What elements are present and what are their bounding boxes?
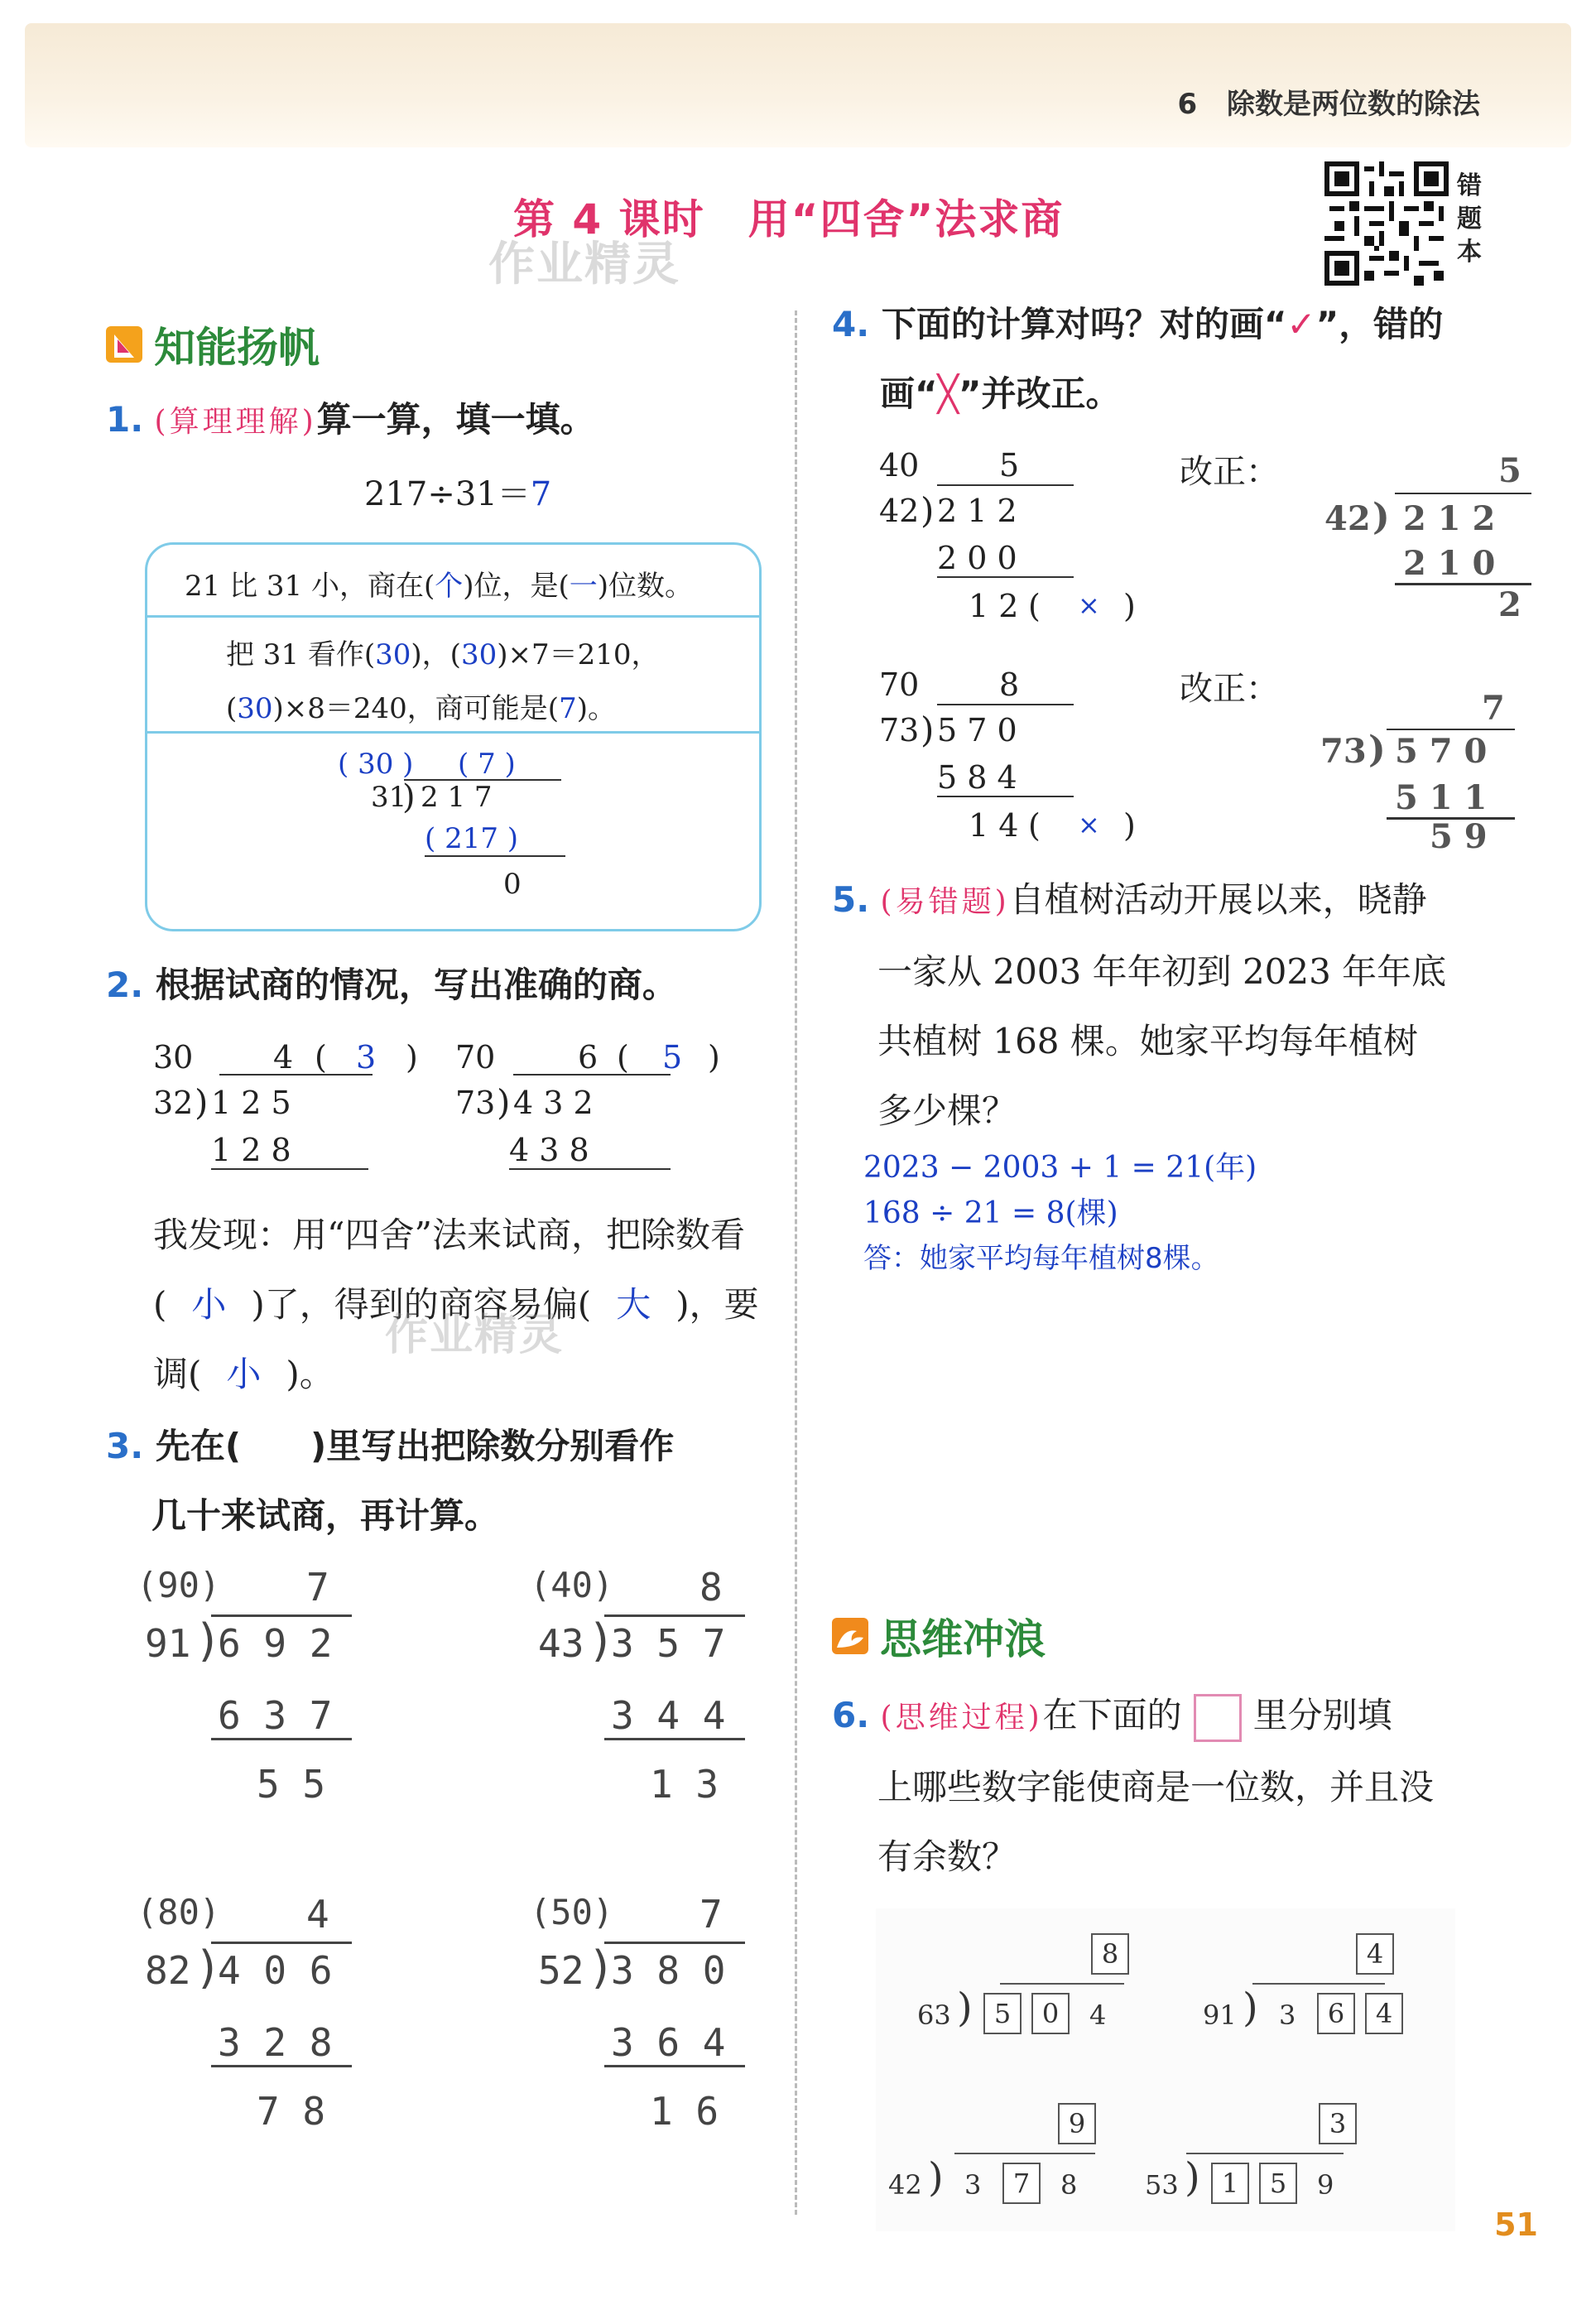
- text: 调(: [153, 1354, 202, 1394]
- divisor: 82: [145, 1948, 191, 1993]
- correction-label: 改正：: [1180, 670, 1279, 708]
- remainder: 5 9: [1430, 817, 1488, 856]
- q6-tag: (思维过程): [880, 1701, 1043, 1735]
- digit: 9: [1317, 2169, 1334, 2201]
- quotient: 7: [1482, 689, 1505, 728]
- vinculum: [1387, 729, 1515, 730]
- divisor: 52: [538, 1948, 584, 1993]
- division-bracket: ): [588, 1614, 615, 1667]
- correction-label: 改正：: [1180, 453, 1279, 491]
- dividend: 4 0 6: [218, 1948, 333, 1993]
- q5-tag: (易错题): [880, 885, 1010, 919]
- text: )位数。: [597, 570, 694, 603]
- quotient: 4: [306, 1892, 329, 1937]
- guess: (90): [137, 1565, 221, 1605]
- vinculum: [1395, 493, 1531, 494]
- divisor: 42: [1324, 499, 1371, 538]
- digit-box[interactable]: 5: [983, 1993, 1022, 2034]
- quotient-box[interactable]: 8: [1091, 1933, 1129, 1975]
- vinculum: [604, 1942, 745, 1944]
- question-number: 3.: [106, 1426, 144, 1466]
- section-title: 思维冲浪: [880, 1615, 1046, 1663]
- q6-puzzle: [917, 1933, 1174, 2057]
- q4-text: 下面的计算对吗？对的画“: [881, 304, 1287, 344]
- remainder: 0: [503, 868, 522, 901]
- answer-mark: ×: [1078, 809, 1100, 840]
- remainder: 1 2: [969, 588, 1019, 624]
- quotient-box[interactable]: 4: [1356, 1933, 1394, 1975]
- digit-box[interactable]: 0: [1031, 1993, 1070, 2034]
- remainder: 2: [1498, 585, 1521, 624]
- dividend: 4 3 2: [513, 1085, 594, 1121]
- answer-mark: ×: [1078, 589, 1100, 621]
- answer: 小: [191, 1284, 227, 1325]
- quotient-box[interactable]: 9: [1058, 2103, 1096, 2144]
- question-number: 2.: [106, 965, 144, 1005]
- q4-division-b: [879, 666, 1177, 849]
- guess: 40: [879, 447, 920, 484]
- equation-answer: 7: [530, 475, 552, 513]
- q5-answer: [863, 1145, 1257, 1282]
- division-bracket: ): [957, 1985, 973, 2031]
- quotient: 7: [699, 1892, 723, 1937]
- q3-division: [137, 1565, 352, 1838]
- digit: 3: [964, 2169, 982, 2201]
- unit-header: [1177, 81, 1480, 122]
- qr-code-icon[interactable]: [1324, 161, 1449, 286]
- product: 3 2 8: [211, 2020, 352, 2067]
- quotient: 4: [273, 1039, 294, 1076]
- remainder: 1 4: [969, 807, 1019, 844]
- vinculum: [954, 2153, 1095, 2154]
- remainder: 1 6: [650, 2089, 719, 2134]
- question-number: 1.: [106, 399, 144, 440]
- paren-open: (: [617, 1039, 629, 1076]
- text: )×7＝210，: [497, 638, 660, 671]
- division-bracket: ): [588, 1942, 615, 1994]
- cross-icon: ╳: [937, 373, 959, 414]
- sail-icon: [106, 326, 142, 363]
- division-bracket: ): [402, 778, 416, 816]
- product: ( 217 ): [425, 822, 565, 857]
- vinculum: [937, 704, 1074, 705]
- q4-fix-b: [1320, 689, 1527, 871]
- q6-puzzle: [888, 2103, 1145, 2227]
- answer: 小: [226, 1354, 262, 1394]
- q2-division-b: [455, 1039, 753, 1180]
- text: )，要: [675, 1284, 759, 1325]
- answer: 个: [435, 570, 464, 603]
- q5-text: 多少棵？: [877, 1090, 1017, 1131]
- answer: 一: [569, 570, 598, 603]
- divisor: 31: [371, 781, 407, 814]
- section-header-siwei: [832, 1606, 1046, 1666]
- text: )位，是(: [463, 570, 570, 603]
- q4-text: ”并改正。: [958, 373, 1121, 414]
- q5-prompt: [832, 865, 1446, 1146]
- quotient: 8: [699, 1565, 723, 1610]
- division-bracket: ): [497, 1082, 511, 1123]
- answer-line: 2023 − 2003 + 1 = 21(年): [863, 1151, 1257, 1185]
- divisor: 63: [917, 1999, 951, 2031]
- qr-label: [1457, 170, 1485, 269]
- paren-open: (: [1028, 807, 1041, 844]
- qr-label-char: 本: [1457, 238, 1482, 267]
- digit-box[interactable]: 1: [1211, 2163, 1249, 2204]
- guess: (80): [137, 1892, 221, 1932]
- q2-text: 根据试商的情况，写出准确的商。: [155, 965, 677, 1005]
- division-bracket: ): [928, 2154, 944, 2201]
- division-bracket: ): [1185, 2154, 1200, 2201]
- divisor: 32: [153, 1085, 194, 1121]
- check-icon: ✓: [1286, 304, 1316, 344]
- qr-label-char: 题: [1457, 205, 1482, 233]
- answer-line: 168 ÷ 21 = 8(棵): [863, 1196, 1118, 1230]
- lesson-title: 第 4 课时 用“四舍”法求商: [513, 195, 1065, 243]
- paren-open: (: [1028, 588, 1041, 624]
- product: 6 3 7: [211, 1693, 352, 1740]
- q3-prompt: [106, 1412, 674, 1551]
- guess: ( 30 ): [338, 748, 414, 781]
- vinculum: [211, 1942, 352, 1944]
- quotient-box[interactable]: 3: [1319, 2103, 1357, 2144]
- answer: 3: [356, 1039, 377, 1076]
- q6-text: 在下面的: [1042, 1695, 1182, 1735]
- equation-text: 217÷31＝: [364, 475, 531, 513]
- quotient: 7: [306, 1565, 329, 1610]
- dividend: 2 1 2: [1403, 499, 1496, 538]
- guess: 70: [879, 666, 920, 703]
- paren-close: ): [406, 1039, 418, 1076]
- remainder: 7 8: [257, 2089, 326, 2134]
- division-bracket: ): [1372, 496, 1390, 538]
- q6-puzzle: [1203, 1933, 1459, 2057]
- page-number: 51: [1494, 2206, 1538, 2243]
- finding-line: 我发现：用“四舍”法来试商，把除数看: [153, 1215, 745, 1255]
- dividend: 5 7 0: [937, 712, 1017, 748]
- q1-text: 算一算，填一填。: [316, 399, 595, 440]
- guess: 70: [455, 1039, 496, 1076]
- q6-puzzles: [876, 1908, 1455, 2231]
- text: )，(: [411, 638, 461, 671]
- dividend: 1 2 5: [211, 1085, 291, 1121]
- divisor: 91: [145, 1621, 191, 1666]
- product: 5 1 1: [1387, 778, 1515, 820]
- q1-box: [145, 542, 762, 931]
- guess: (50): [530, 1892, 614, 1932]
- product: 5 8 4: [937, 759, 1074, 797]
- remainder: 5 5: [257, 1762, 326, 1807]
- quotient: 8: [999, 666, 1020, 703]
- dividend: 6 9 2: [218, 1621, 333, 1666]
- divisor: 53: [1145, 2169, 1179, 2201]
- vinculum: [211, 1614, 352, 1617]
- dividend: 3 8 0: [611, 1948, 726, 1993]
- text: )。: [576, 692, 616, 725]
- answer: 大: [616, 1284, 651, 1325]
- vinculum: [219, 1074, 373, 1076]
- section-title: 知能扬帆: [154, 324, 320, 372]
- division-bracket: ): [195, 1942, 222, 1994]
- paren-close: ): [708, 1039, 720, 1076]
- divisor: 73: [455, 1085, 496, 1121]
- q6-text: 里分别填: [1252, 1695, 1392, 1735]
- box-separator: [147, 731, 759, 734]
- divisor: 42: [879, 493, 920, 529]
- dividend: 2 1 2: [937, 493, 1017, 529]
- product: 3 4 4: [604, 1693, 745, 1740]
- q3-division: [137, 1892, 352, 2165]
- product: 2 1 0: [1395, 544, 1531, 585]
- watermark: 作业精灵: [488, 238, 680, 291]
- paren-close: ): [1123, 588, 1136, 624]
- q1-tag: (算理理解): [154, 405, 317, 439]
- text: (: [153, 1284, 167, 1325]
- q1-equation: [364, 468, 551, 515]
- product: 2 0 0: [937, 540, 1074, 578]
- q1-row2: [226, 632, 660, 672]
- divisor: 73: [879, 712, 920, 748]
- product: 3 6 4: [604, 2020, 745, 2067]
- divisor: 91: [1203, 1999, 1237, 2031]
- answer: 7: [559, 692, 577, 725]
- digit: 4: [1089, 1999, 1107, 2031]
- divisor: 43: [538, 1621, 584, 1666]
- text: )了，得到的商容易偏(: [251, 1284, 592, 1325]
- watermark: 作业精灵: [385, 1311, 565, 1360]
- dividend: 3 5 7: [611, 1621, 726, 1666]
- q3-division: [530, 1892, 745, 2165]
- column-divider: [795, 310, 797, 2215]
- q5-text: 一家从 2003 年年初到 2023 年年底: [877, 951, 1447, 992]
- q3-division: [530, 1565, 745, 1838]
- quotient: 6: [578, 1039, 598, 1076]
- q2-prompt: [106, 950, 677, 1020]
- vinculum: [1000, 1983, 1124, 1985]
- text: (: [226, 692, 238, 725]
- dividend: 5 7 0: [1395, 732, 1488, 771]
- q1-row3: [226, 686, 616, 726]
- answer: 30: [375, 638, 411, 671]
- digit-box[interactable]: 5: [1259, 2163, 1297, 2204]
- q6-puzzle: [1145, 2103, 1401, 2227]
- division-bracket: ): [195, 1082, 209, 1123]
- answer: 30: [460, 638, 498, 671]
- q1-row1: [185, 563, 693, 604]
- answer: 30: [237, 692, 273, 725]
- unit-title: 除数是两位数的除法: [1227, 88, 1480, 121]
- qr-label-char: 错: [1457, 171, 1482, 200]
- digit: 8: [1060, 2169, 1078, 2201]
- digit-box[interactable]: 4: [1365, 1993, 1403, 2034]
- text: )×8＝240，商可能是(: [272, 692, 560, 725]
- quotient: 5: [999, 447, 1020, 484]
- paren-open: (: [315, 1039, 327, 1076]
- dividend: 2 1 7: [404, 779, 561, 814]
- section-header-zhineng: [106, 315, 320, 374]
- q6-text: 上哪些数字能使商是一位数，并且没: [877, 1767, 1435, 1807]
- guess: 30: [153, 1039, 194, 1076]
- text: 把 31 看作(: [226, 638, 376, 671]
- q4-fix-a: [1324, 451, 1531, 633]
- quotient: 5: [1498, 451, 1521, 490]
- q4-text: ”，错的: [1315, 304, 1444, 344]
- q4-text: 画“: [880, 373, 938, 414]
- q4-prompt: [832, 290, 1443, 429]
- text: 21 比 31 小，商在(: [185, 570, 435, 603]
- q1-prompt: [106, 385, 595, 457]
- division-bracket: ): [1243, 1985, 1258, 2031]
- digit-box[interactable]: 6: [1317, 1993, 1355, 2034]
- q3-text: 先在( )里写出把除数分别看作: [155, 1426, 675, 1466]
- product: 1 2 8: [211, 1132, 368, 1170]
- q4-division-a: [879, 447, 1177, 629]
- digit-box[interactable]: 7: [1002, 2163, 1041, 2204]
- q3-text: 几十来试商，再计算。: [151, 1495, 500, 1536]
- question-number: 4.: [832, 304, 870, 344]
- digit: 3: [1279, 1999, 1296, 2031]
- division-bracket: ): [1368, 729, 1386, 771]
- quotient: ( 7 ): [458, 748, 516, 781]
- q2-division-a: [153, 1039, 435, 1180]
- wave-icon: [832, 1618, 868, 1654]
- question-number: 5.: [832, 879, 870, 920]
- q5-text: 共植树 168 棵。她家平均每年植树: [877, 1021, 1418, 1061]
- paren-close: ): [1123, 807, 1136, 844]
- question-number: 6.: [832, 1695, 870, 1735]
- divisor: 42: [888, 2169, 922, 2201]
- divisor: 73: [1320, 732, 1367, 771]
- guess: (40): [530, 1565, 614, 1605]
- vinculum: [1252, 1983, 1385, 1985]
- product: 4 3 8: [509, 1132, 671, 1170]
- remainder: 1 3: [650, 1762, 719, 1807]
- vinculum: [1186, 2153, 1344, 2154]
- box-separator: [147, 615, 759, 618]
- vinculum: [937, 484, 1074, 486]
- division-bracket: ): [921, 710, 935, 750]
- answer-line: 答：她家平均每年植树8棵。: [863, 1242, 1219, 1275]
- q5-text: 自植树活动开展以来，晓静: [1009, 879, 1427, 920]
- vinculum: [604, 1614, 745, 1617]
- division-bracket: ): [921, 490, 935, 531]
- unit-number: 6: [1177, 88, 1198, 121]
- text: )。: [286, 1354, 334, 1394]
- division-bracket: ): [195, 1614, 222, 1667]
- q6-text: 有余数？: [877, 1836, 1017, 1877]
- q6-prompt: [832, 1681, 1434, 1892]
- answer: 5: [662, 1039, 683, 1076]
- blank-box-icon: [1194, 1694, 1242, 1742]
